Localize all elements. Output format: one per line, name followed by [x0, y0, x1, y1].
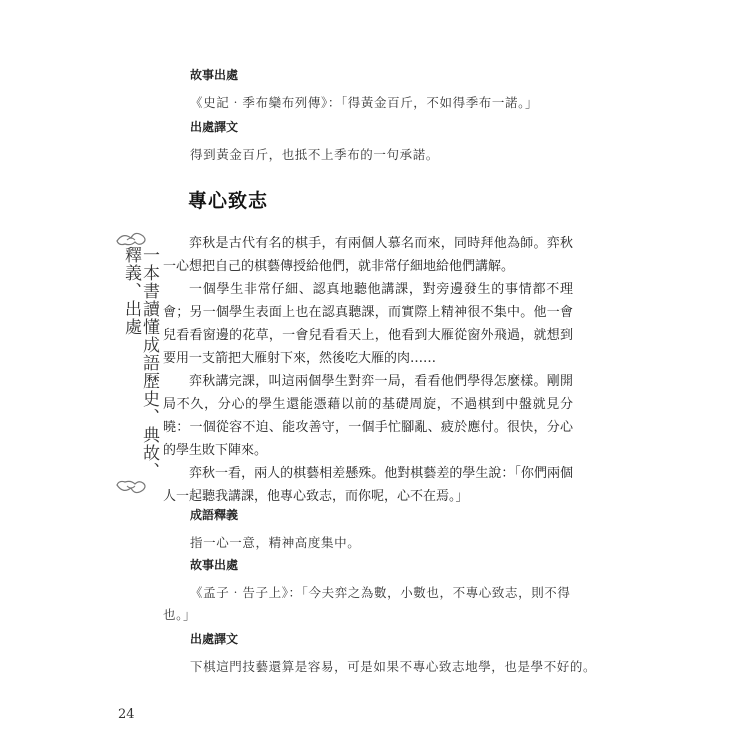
- sidebar-series-title: [113, 226, 159, 496]
- source-text-line1: 《孟子‧告子上》：「今夫弈之為數，小數也，不專心致志，則不得: [190, 585, 571, 600]
- translation-text-top: 得到黃金百斤，也抵不上季布的一句承諾。: [190, 147, 439, 162]
- cloud-ornament-bottom-icon: [113, 478, 149, 500]
- page-number: 24: [118, 707, 135, 722]
- source-text-top: 《史記‧季布欒布列傳》：「得黃金百斤，不如得季布一諾。」: [190, 95, 539, 110]
- meaning-text: 指一心一意，精神高度集中。: [190, 535, 361, 550]
- translation-text: 下棋這門技藝還算是容易，可是如果不專心致志地學，也是學不好的。: [190, 659, 597, 674]
- cloud-ornament-top-icon: [113, 226, 149, 248]
- story-paragraph: 一個學生非常仔細、認真地聽他講課，對旁邊發生的事情都不理會；另一個學生表面上也在認真聽課，而實際上精神很不集中。他一會兒看看窗邊的花草，一會兒看看天上，他看到大雁從窗外飛過，就想到要用一支箭把大雁射下來，然後吃大雁的肉……: [163, 282, 573, 366]
- story-paragraph: 弈秋一看，兩人的棋藝相差懸殊。他對棋藝差的學生說：「你們兩個人一起聽我講課，他專心致志，而你呢，心不在焉。」: [163, 466, 573, 504]
- translation-heading: 出處譯文: [190, 632, 239, 646]
- story-paragraph: 弈秋是古代有名的棋手，有兩個人慕名而來，同時拜他為師。弈秋一心想把自己的棋藝傳授給他們，就非常仔細地給他們講解。: [163, 236, 573, 274]
- sidebar-text: 一本書讀懂成語歷史、典故、釋義、出處: [121, 246, 159, 480]
- meaning-heading: 成語釋義: [190, 508, 239, 522]
- translation-heading-top: 出處譯文: [190, 120, 239, 134]
- story-paragraph: 弈秋講完課，叫這兩個學生對弈一局，看看他們學得怎麼樣。剛開局不久，分心的學生還能憑藉以前的基礎周旋，不過棋到中盤就見分曉：一個從容不迫、能攻善守，一個手忙腳亂、疲於應付。很快，分心的學生敗下陣來。: [163, 374, 573, 458]
- story-body: [163, 232, 573, 508]
- source-heading-top: 故事出處: [190, 68, 239, 82]
- chapter-title: 專心致志: [188, 190, 269, 212]
- source-heading: 故事出處: [190, 558, 239, 572]
- source-text-line2: 也。」: [163, 607, 197, 622]
